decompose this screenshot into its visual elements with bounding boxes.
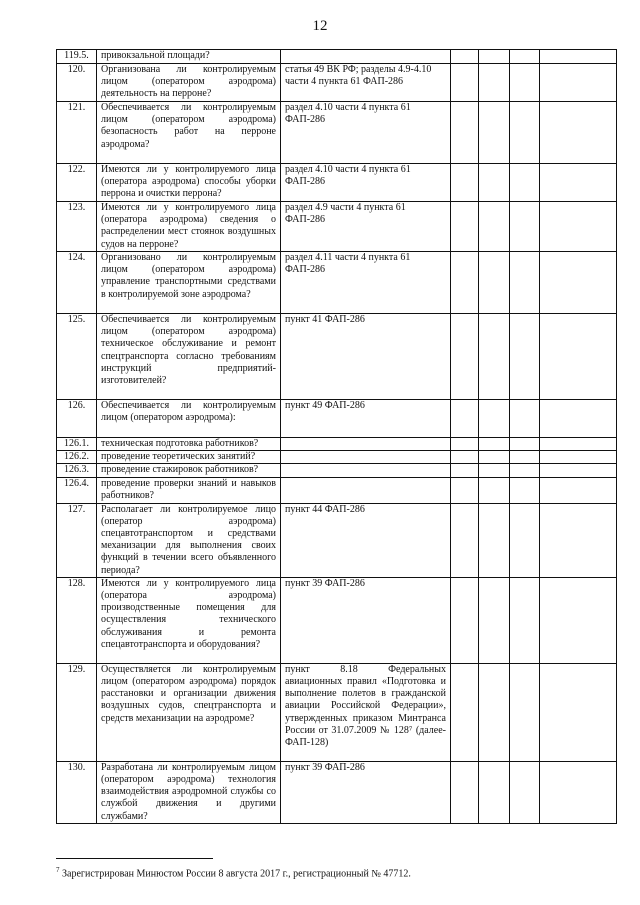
answer-comment-cell [540,761,617,823]
answer-yes-cell [451,314,479,400]
answer-comment-cell [540,314,617,400]
answer-yes-cell [451,202,479,252]
answer-comment-cell [540,577,617,663]
answer-na-cell [510,464,540,477]
answer-comment-cell [540,202,617,252]
item-number: 121. [57,102,97,164]
answer-comment-cell [540,64,617,102]
answer-na-cell [510,451,540,464]
item-number: 129. [57,663,97,761]
answer-no-cell [479,438,510,451]
item-number: 126.1. [57,438,97,451]
answer-yes-cell [451,102,479,164]
item-reference: пункт 41 ФАП-286 [281,314,451,400]
item-question: Организовано ли контролируемым лицом (оператором аэродрома) управление транспортными средствами в контролируемой зоне аэродрома? [97,252,281,314]
item-reference: пункт 8.18 Федеральных авиационных правил «Подготовка и выполнение полетов в гражданской авиации Российской Федерации», утвержденных приказом Минтранса России от 31.07.2009 № 128⁷ (далее-ФАП-128) [281,663,451,761]
item-reference: пункт 39 ФАП-286 [281,577,451,663]
answer-yes-cell [451,464,479,477]
answer-no-cell [479,314,510,400]
answer-comment-cell [540,503,617,577]
answer-na-cell [510,50,540,64]
table-row [57,164,617,202]
answer-na-cell [510,438,540,451]
item-reference: пункт 44 ФАП-286 [281,503,451,577]
answer-comment-cell [540,50,617,64]
table-row [57,503,617,577]
item-reference [281,438,451,451]
item-reference [281,477,451,503]
item-reference: статья 49 ВК РФ; разделы 4.9-4.10 части 4 пункта 61 ФАП-286 [281,64,451,102]
answer-na-cell [510,164,540,202]
answer-no-cell [479,252,510,314]
answer-no-cell [479,50,510,64]
item-question: проведение теоретических занятий? [97,451,281,464]
item-number: 125. [57,314,97,400]
answer-yes-cell [451,252,479,314]
page-number: 12 [312,18,328,34]
answer-no-cell [479,663,510,761]
answer-no-cell [479,577,510,663]
item-number: 126.4. [57,477,97,503]
table-row [57,761,617,823]
item-reference: пункт 39 ФАП-286 [281,761,451,823]
item-question: Располагает ли контролируемое лицо (оператор аэродрома) спецавтотранспортом и средствами механизации для выполнения своих функций в течении всего объявленного периода? [97,503,281,577]
item-question: Обеспечивается ли контролируемым лицом (оператором аэродрома) техническое обслуживание и ремонт спецтранспорта согласно требованиям инструкций предприятий-изготовителей? [97,314,281,400]
table-row [57,102,617,164]
footnote-divider [56,858,213,859]
answer-comment-cell [540,451,617,464]
item-number: 130. [57,761,97,823]
answer-na-cell [510,64,540,102]
answer-no-cell [479,503,510,577]
item-number: 120. [57,64,97,102]
answer-no-cell [479,202,510,252]
answer-yes-cell [451,503,479,577]
answer-na-cell [510,202,540,252]
item-question: Имеются ли у контролируемого лица (оператора аэродрома) производственные помещения для осуществления технического обслуживания и ремонта спецавтотранспорта и оборудования? [97,577,281,663]
footnote-marker: 7 [56,866,60,874]
item-number: 127. [57,503,97,577]
answer-no-cell [479,477,510,503]
answer-no-cell [479,64,510,102]
item-reference [281,50,451,64]
item-reference [281,464,451,477]
answer-no-cell [479,464,510,477]
answer-comment-cell [540,164,617,202]
item-number: 126. [57,400,97,438]
item-number: 124. [57,252,97,314]
table-row [57,438,617,451]
answer-comment-cell [540,464,617,477]
answer-yes-cell [451,50,479,64]
answer-na-cell [510,477,540,503]
answer-na-cell [510,577,540,663]
item-question: Разработана ли контролируемым лицом (оператором аэродрома) технология взаимодействия аэродромной службы со службой движения и другими службами? [97,761,281,823]
item-question: Осуществляется ли контролируемым лицом (оператором аэродрома) порядок расстановки и организации движения воздушных судов, спецтранспорта и средств механизации на аэродроме? [97,663,281,761]
item-reference: раздел 4.9 части 4 пункта 61 ФАП-286 [281,202,451,252]
table-row [57,477,617,503]
answer-comment-cell [540,438,617,451]
item-reference: раздел 4.10 части 4 пункта 61 ФАП-286 [281,102,451,164]
answer-yes-cell [451,577,479,663]
answer-yes-cell [451,451,479,464]
item-question: Обеспечивается ли контролируемым лицом (оператором аэродрома) безопасность работ на перроне аэродрома? [97,102,281,164]
answer-yes-cell [451,438,479,451]
table-row [57,464,617,477]
checklist-table [56,49,617,824]
answer-yes-cell [451,663,479,761]
footnote [56,866,616,879]
table-row [57,577,617,663]
table-row [57,400,617,438]
answer-no-cell [479,164,510,202]
item-number: 119.5. [57,50,97,64]
item-question: Имеются ли у контролируемого лица (оператора аэродрома) сведения о распределении мест стоянок воздушных судов на перроне? [97,202,281,252]
item-question: Организована ли контролируемым лицом (оператором аэродрома) деятельность на перроне? [97,64,281,102]
answer-na-cell [510,102,540,164]
answer-yes-cell [451,400,479,438]
answer-comment-cell [540,663,617,761]
item-question: Имеются ли у контролируемого лица (оператора аэродрома) способы уборки перрона и очистки перрона? [97,164,281,202]
table-row [57,50,617,64]
answer-yes-cell [451,64,479,102]
item-number: 128. [57,577,97,663]
item-reference [281,451,451,464]
item-number: 122. [57,164,97,202]
answer-na-cell [510,400,540,438]
item-reference: раздел 4.10 части 4 пункта 61 ФАП-286 [281,164,451,202]
item-reference: раздел 4.11 части 4 пункта 61 ФАП-286 [281,252,451,314]
item-number: 126.2. [57,451,97,464]
item-question: привокзальной площади? [97,50,281,64]
answer-yes-cell [451,477,479,503]
table-row [57,663,617,761]
answer-no-cell [479,761,510,823]
table-row [57,252,617,314]
table-row [57,314,617,400]
item-reference: пункт 49 ФАП-286 [281,400,451,438]
item-question: проведение стажировок работников? [97,464,281,477]
footnote-text: Зарегистрирован Минюстом России 8 августа 2017 г., регистрационный № 47712. [62,868,411,880]
answer-yes-cell [451,164,479,202]
item-question: проведение проверки знаний и навыков работников? [97,477,281,503]
item-question: Обеспечивается ли контролируемым лицом (оператором аэродрома): [97,400,281,438]
answer-comment-cell [540,400,617,438]
item-question: техническая подготовка работников? [97,438,281,451]
answer-na-cell [510,252,540,314]
answer-na-cell [510,503,540,577]
item-number: 126.3. [57,464,97,477]
table-row [57,451,617,464]
table-row [57,202,617,252]
answer-na-cell [510,761,540,823]
answer-comment-cell [540,102,617,164]
answer-no-cell [479,102,510,164]
answer-na-cell [510,663,540,761]
answer-comment-cell [540,477,617,503]
answer-no-cell [479,400,510,438]
answer-na-cell [510,314,540,400]
answer-yes-cell [451,761,479,823]
item-number: 123. [57,202,97,252]
answer-comment-cell [540,252,617,314]
answer-no-cell [479,451,510,464]
table-row [57,64,617,102]
